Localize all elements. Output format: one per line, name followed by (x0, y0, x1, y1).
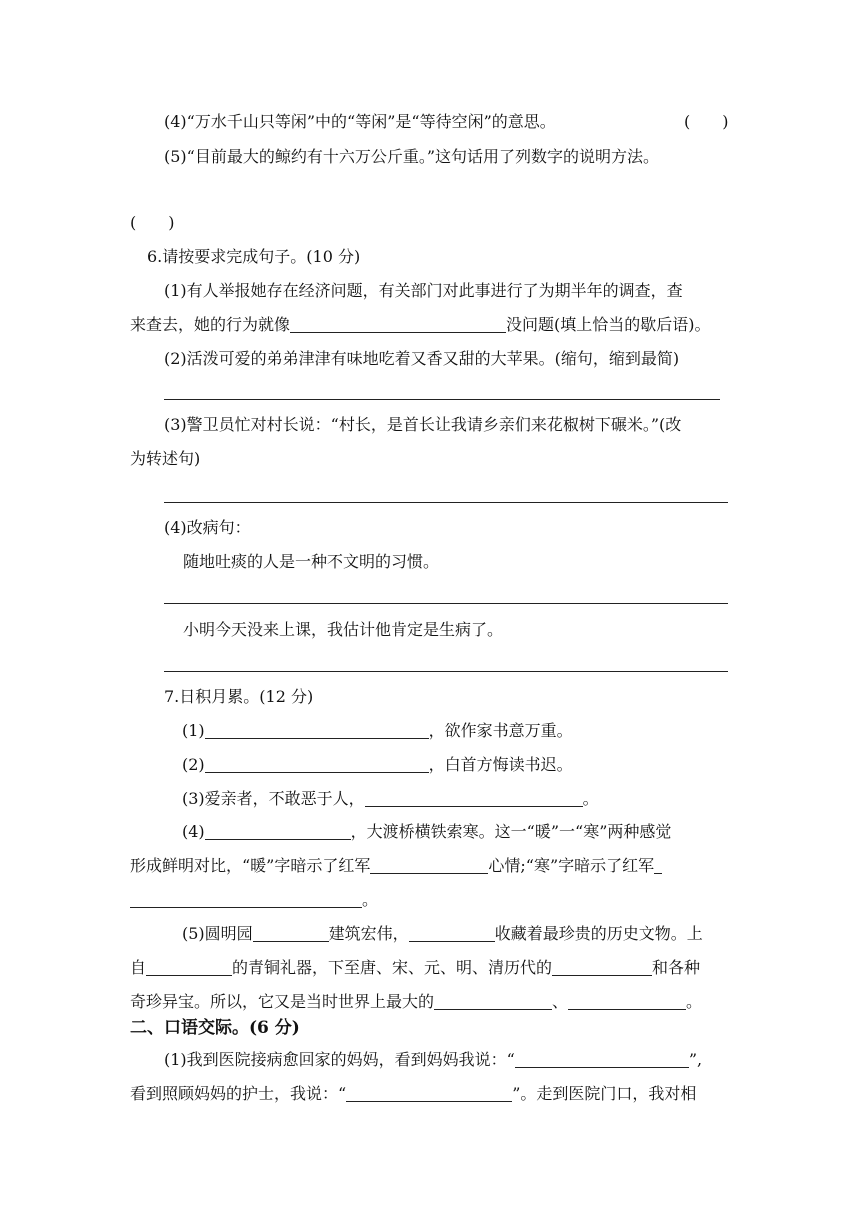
q6-s4-sentence-b: 小明今天没来上课，我估计他肯定是生病了。 (183, 620, 504, 639)
q6-s3-line-b: 为转述句) (130, 449, 201, 468)
q7-p3: (3)爱亲者，不敢恶于人， 。 (182, 789, 599, 808)
q7-p5-blank-3[interactable] (146, 959, 232, 976)
q7-p5-blank-1[interactable] (253, 925, 329, 942)
q6-s3-line-a: (3)警卫员忙对村长说：“村长，是首长让我请乡亲们来花椒树下碾米。”(改 (164, 415, 682, 434)
q7-p4-line-b: 形成鲜明对比，“暖”字暗示了红军 心情;“寒”字暗示了红军 (130, 856, 662, 876)
section-2-q1-blank-2[interactable] (346, 1085, 512, 1102)
q7-p3-blank[interactable] (365, 790, 583, 807)
q6-s4-answer-line-b[interactable] (164, 671, 728, 672)
q6-s4-sentence-a: 随地吐痰的人是一种不文明的习惯。 (183, 552, 440, 571)
section-2-q1-blank-1[interactable] (515, 1051, 689, 1068)
q6-s3-answer-line[interactable] (164, 502, 728, 503)
q5-item-4-text: (4)“万水千山只等闲”中的“等闲”是“等待空闲”的意思。 (164, 112, 556, 131)
q7-p4-blank-3b[interactable] (130, 891, 362, 908)
q7-p5-blank-4[interactable] (552, 959, 652, 976)
q7-p4-blank-3a[interactable] (654, 857, 662, 874)
q6-s4-title: (4)改病句： (164, 518, 251, 537)
q6-title: 6.请按要求完成句子。(10 分) (147, 247, 361, 266)
q7-p5-blank-6[interactable] (568, 993, 686, 1010)
q7-title: 7.日积月累。(12 分) (164, 687, 314, 706)
q5-item-4 (164, 112, 556, 132)
q7-p5-blank-5[interactable] (434, 993, 552, 1010)
q5-item-5-answer-paren[interactable]: ( ) (130, 213, 175, 232)
section-2-title: 二、口语交际。(6 分) (130, 1018, 300, 1038)
q6-s1-line-a: (1)有人举报她存在经济问题，有关部门对此事进行了为期半年的调查，查 (164, 281, 683, 300)
q5-item-5-text: (5)“目前最大的鲸约有十六万公斤重。”这句话用了列数字的说明方法。 (164, 147, 660, 166)
q7-p5-blank-2[interactable] (409, 925, 495, 942)
q7-p4-blank-2[interactable] (370, 857, 488, 874)
q7-p1: (1) ，欲作家书意万重。 (182, 721, 573, 740)
q6-s1-line-b: 来查去，她的行为就像 没问题(填上恰当的歇后语)。 (130, 315, 711, 334)
q7-p1-blank[interactable] (205, 722, 429, 739)
section-2-q1-line-b: 看到照顾妈妈的护士，我说：“ ”。走到医院门口，我对相 (130, 1084, 697, 1103)
q6-s2-answer-line[interactable] (164, 399, 720, 400)
q7-p2: (2) ，白首方悔读书迟。 (182, 755, 573, 774)
q7-p5-line-a: (5)圆明园 建筑宏伟， 收藏着最珍贵的历史文物。上 (182, 924, 703, 943)
q6-s4-answer-line-a[interactable] (164, 603, 728, 604)
q6-s1-blank[interactable] (290, 316, 506, 333)
q7-p2-blank[interactable] (205, 756, 429, 773)
section-2-q1-line-a: (1)我到医院接病愈回家的妈妈，看到妈妈我说：“ ”, (164, 1050, 703, 1069)
q5-item-5 (164, 147, 659, 167)
q7-p4-line-a: (4) ，大渡桥横铁索寒。这一“暖”一“寒”两种感觉 (182, 822, 672, 841)
q6-s2: (2)活泼可爱的弟弟津津有味地吃着又香又甜的大苹果。(缩句，缩到最简) (164, 349, 680, 368)
q7-p4-line-c: 。 (130, 890, 378, 910)
q7-p4-blank-1[interactable] (205, 823, 351, 840)
q7-p5-line-c: 奇珍异宝。所以，它又是当时世界上最大的 、 。 (130, 992, 703, 1011)
q7-p5-line-b: 自 的青铜礼器，下至唐、宋、元、明、清历代的 和各种 (130, 958, 701, 977)
q5-item-4-answer-paren[interactable]: ( ) (684, 112, 729, 131)
